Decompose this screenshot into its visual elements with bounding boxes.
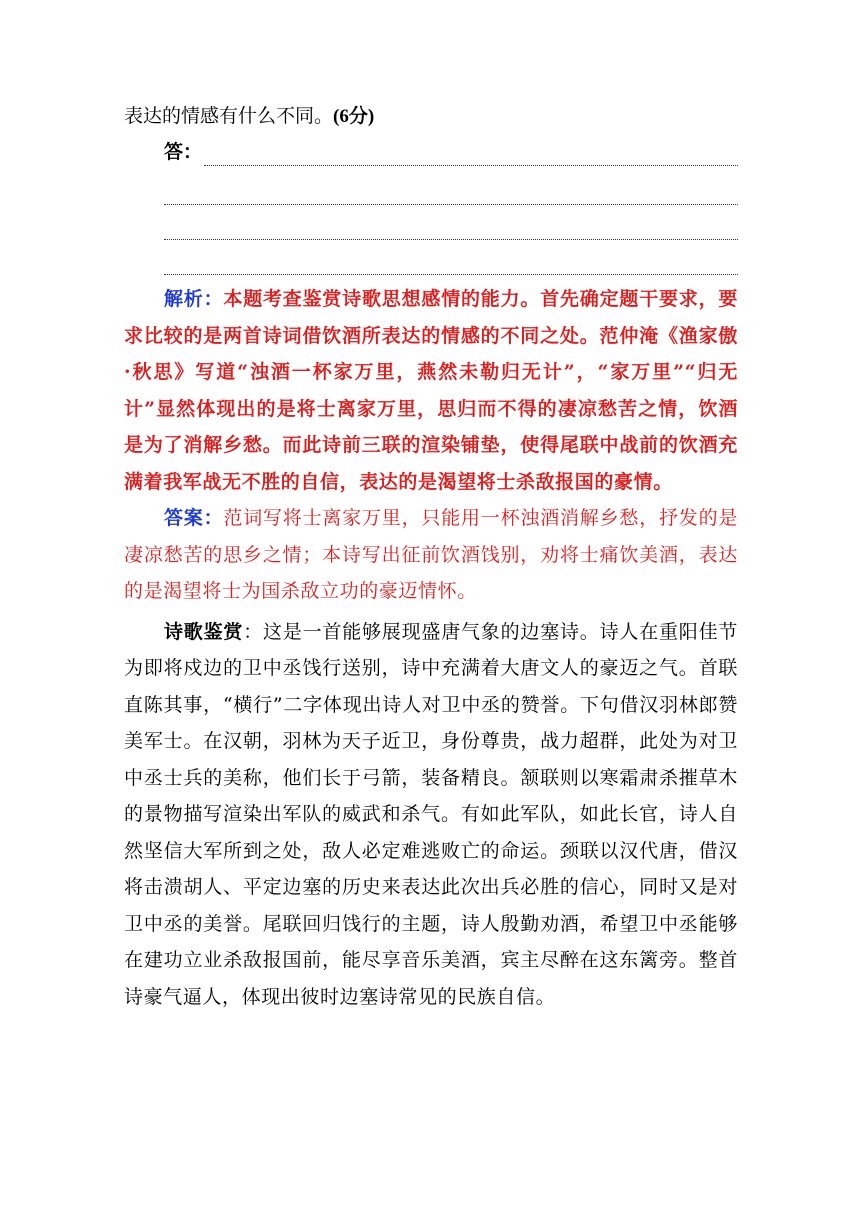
analysis-label: 解析： xyxy=(164,288,224,310)
analysis-paragraph xyxy=(124,281,738,500)
answer-text: 范词写将士离家万里，只能用一杯浊酒消解乡愁，抒发的是凄凉愁苦的思乡之情；本诗写出征前饮酒饯别，劝将士痛饮美酒，表达的是渴望将士为国杀敌立功的豪迈情怀。 xyxy=(124,507,738,602)
appreciation-label: 诗歌鉴赏 xyxy=(164,620,244,643)
dotted-answer-line xyxy=(164,170,738,205)
dotted-answer-line xyxy=(164,240,738,275)
analysis-text: 本题考查鉴赏诗歌思想感情的能力。首先确定题干要求，要求比较的是两首诗词借饮酒所表达的情感的不同之处。范仲淹《渔家傲·秋思》写道“浊酒一杯家万里，燕然未勒归无计”，“家万里”“归无计”显然体现出的是将士离家万里，思归而不得的凄凉愁苦之情，饮酒是为了消解乡愁。而此诗前三联的渲染铺垫，使得尾联中战前的饮酒充满着我军战无不胜的自信，表达的是渴望将士杀敌报国的豪情。 xyxy=(124,288,738,493)
question-tail xyxy=(124,98,738,134)
appreciation-text: 这是一首能够展现盛唐气象的边塞诗。诗人在重阳佳节为即将戍边的卫中丞饯行送别，诗中充满着大唐文人的豪迈之气。首联直陈其事，“横行”二字体现出诗人对卫中丞的赞誉。下句借汉羽林郎赞美军士。在汉朝，羽林为天子近卫，身份尊贵，战力超群，此处为对卫中丞士兵的美称，他们长于弓箭，装备精良。颔联则以寒霜肃杀摧草木的景物描写渲染出军队的威武和杀气。有如此军队，如此长官，诗人自然坚信大军所到之处，敌人必定难逃败亡的命运。颈联以汉代唐，借汉将击溃胡人、平定边塞的历史来表达此次出兵必胜的信心，同时又是对卫中丞的美誉。尾联回归饯行的主题，诗人殷勤劝酒，希望卫中丞能够在建功立业杀敌报国前，能尽享音乐美酒，宾主尽醉在这东篱旁。整首诗豪气逼人，体现出彼时边塞诗常见的民族自信。 xyxy=(124,620,738,1008)
answer-label: 答案： xyxy=(164,507,224,529)
answer-paragraph xyxy=(124,500,738,610)
question-text: 表达的情感有什么不同。 xyxy=(124,105,334,127)
answer-first-line xyxy=(124,134,738,170)
dotted-answer-line xyxy=(164,205,738,240)
appreciation-colon: ： xyxy=(243,620,264,643)
document-page xyxy=(124,98,738,1015)
appreciation-paragraph xyxy=(124,614,738,1016)
answer-prompt-label: 答： xyxy=(164,141,203,163)
dotted-answer-line xyxy=(204,165,738,166)
answer-lines xyxy=(124,134,738,275)
question-points: (6分) xyxy=(333,106,375,127)
